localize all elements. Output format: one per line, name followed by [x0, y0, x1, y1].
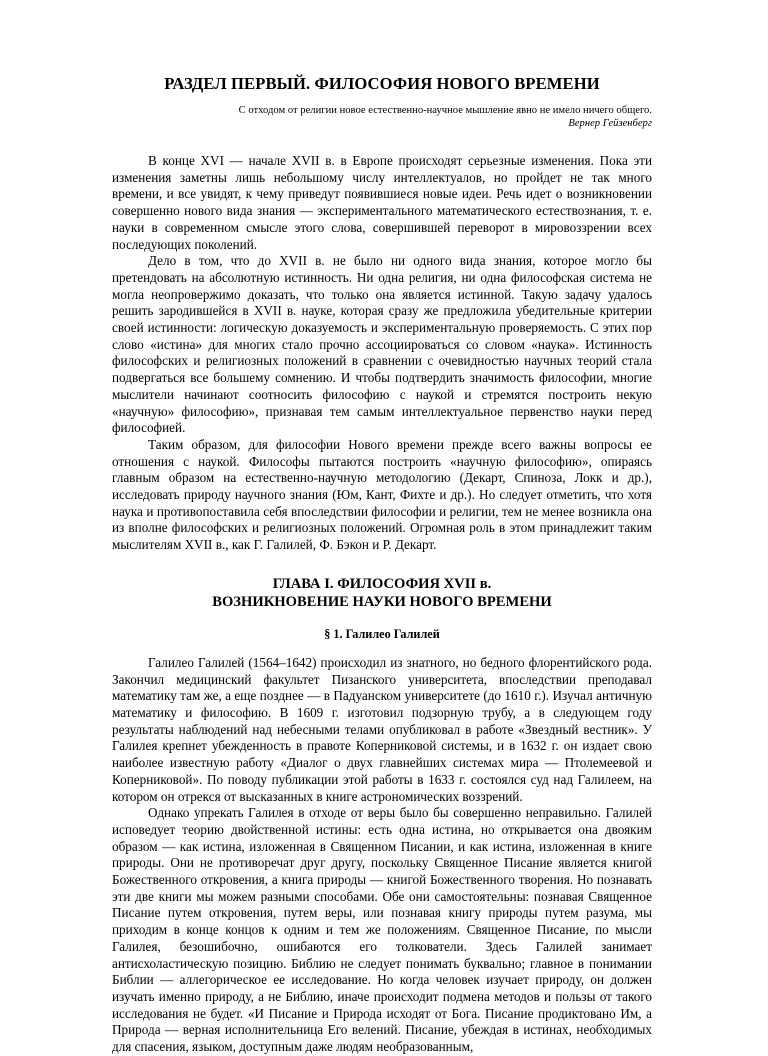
- intro-paragraph: Таким образом, для философии Нового времени прежде всего важны вопросы ее отношения с наукой. Философы пытаются построить «научную философию», опираясь главным образом на естественно-научную методологию (Декарт, Спиноза, Локк и др.), исследовать природу научного знания (Юм, Кант, Фихте и др.). Но следует отметить, что хотя наука и противопоставила себя впоследствии философии и религии, тем не менее возникла она из вполне философских и религиозных положений. Огромная роль в этом принадлежит таким мыслителям XVII в., как Г. Галилей, Ф. Бэкон и Р. Декарт.: [112, 436, 652, 553]
- section-paragraph: Однако упрекать Галилея в отходе от веры было бы совершенно неправильно. Галилей исповедует теорию двойственной истины: есть одна истина, но открывается она двояким образом — как истина, изложенная в Священном Писании, и как истина, изложенная в книге природы. Они не противоречат друг другу, поскольку Священное Писание является книгой Божественного откровения, а книга природы — книгой Божественного творения. Но познавать эти две книги мы можем разными способами. Обе они самостоятельны: познавая Священное Писание путем откровения, путем веры, или познавая книгу природы путем разума, мы приходим в конце концов к одним и тем же положениям. Священное Писание, по мысли Галилея, безошибочно, ошибаются его толкователи. Здесь Галилей занимает антисхоластическую позицию. Библию не следует понимать буквально; главное в понимании Библии — аллегорическое ее исследование. Но когда человек изучает природу, он должен изучать именно природу, а не Библию, иначе происходит подмена методов и пользы от такого исследования не будет. «И Писание и Природа исходят от Бога. Писание продиктовано Им, а Природа — верная исполнительница Его велений. Писание, убеждая в истинах, необходимых для спасения, языком, доступным даже людям необразованным,: [112, 805, 652, 1055]
- epigraph-author: Вернер Гейзенберг: [568, 118, 652, 129]
- epigraph: [112, 104, 652, 130]
- intro-paragraph: В конце XVI — начале XVII в. в Европе происходят серьезные изменения. Пока эти изменения заметны лишь небольшому числу интеллектуалов, но пройдет не так много времени, и все увидят, к чему приведут появившиеся новые идеи. Речь идет о возникновении совершенно нового вида знания — экспериментального математического естествознания, т. е. науки в современном смысле этого слова, совершившей переворот в мировоззрении всех последующих поколений.: [112, 153, 652, 252]
- chapter-title: [112, 575, 652, 611]
- epigraph-text: С отходом от религии новое естественно-научное мышление явно не имело ничего общего.: [238, 105, 652, 116]
- intro-paragraph: Дело в том, что до XVII в. не было ни одного вида знания, которое могло бы претендовать на абсолютную истинность. Ни одна религия, ни одна философская система не могла неопровержимо доказать, что только она является истинной. Такую задачу удалось решить зародившейся в XVII в. науке, которая сразу же предложила убедительные критерии своей истинности: логическую доказуемость и экспериментальную проверяемость. С этих пор слово «истина» для многих стало прочно ассоциироваться со словом «наука». Истинность философских и религиозных положений в сравнении с очевидностью научных теорий стала подвергаться все большему сомнению. И чтобы подтвердить значимость философии, многие мыслители начинают соотносить философию с наукой и стремятся построить некую «научную» философию», признавая тем самым интеллектуальное первенство науки перед философией.: [112, 253, 652, 436]
- section-title: § 1. Галилео Галилей: [324, 626, 440, 641]
- galileo-section: [112, 655, 652, 1056]
- section-paragraph: Галилео Галилей (1564–1642) происходил из знатного, но бедного флорентийского рода. Закончил медицинский факультет Пизанского университета, впоследствии преподавал математику там же, а еще позднее — в Падуанском университете (до 1610 г.). Изучал античную математику и философию. В 1609 г. изготовил подзорную трубу, а в следующем году результаты наблюдений над небесными телами опубликовал в работе «Звездный вестник». У Галилея крепнет убежденность в правоте Коперниковой системы, и в 1632 г. он издает свою наиболее известную работу «Диалог о двух главнейших системах мира — Птолемеевой и Коперниковой». По поводу публикации этой работы в 1633 г. состоялся суд над Галилеем, на котором он отрекся от высказанных в книге астрономических воззрений.: [112, 654, 652, 804]
- intro-section: [112, 153, 652, 554]
- document-page: [112, 0, 652, 1056]
- chapter-title-line2: ВОЗНИКНОВЕНИЕ НАУКИ НОВОГО ВРЕМЕНИ: [212, 593, 552, 610]
- chapter-title-line1: ГЛАВА I. ФИЛОСОФИЯ XVII в.: [272, 575, 492, 592]
- part-title: РАЗДЕЛ ПЕРВЫЙ. ФИЛОСОФИЯ НОВОГО ВРЕМЕНИ: [164, 74, 600, 93]
